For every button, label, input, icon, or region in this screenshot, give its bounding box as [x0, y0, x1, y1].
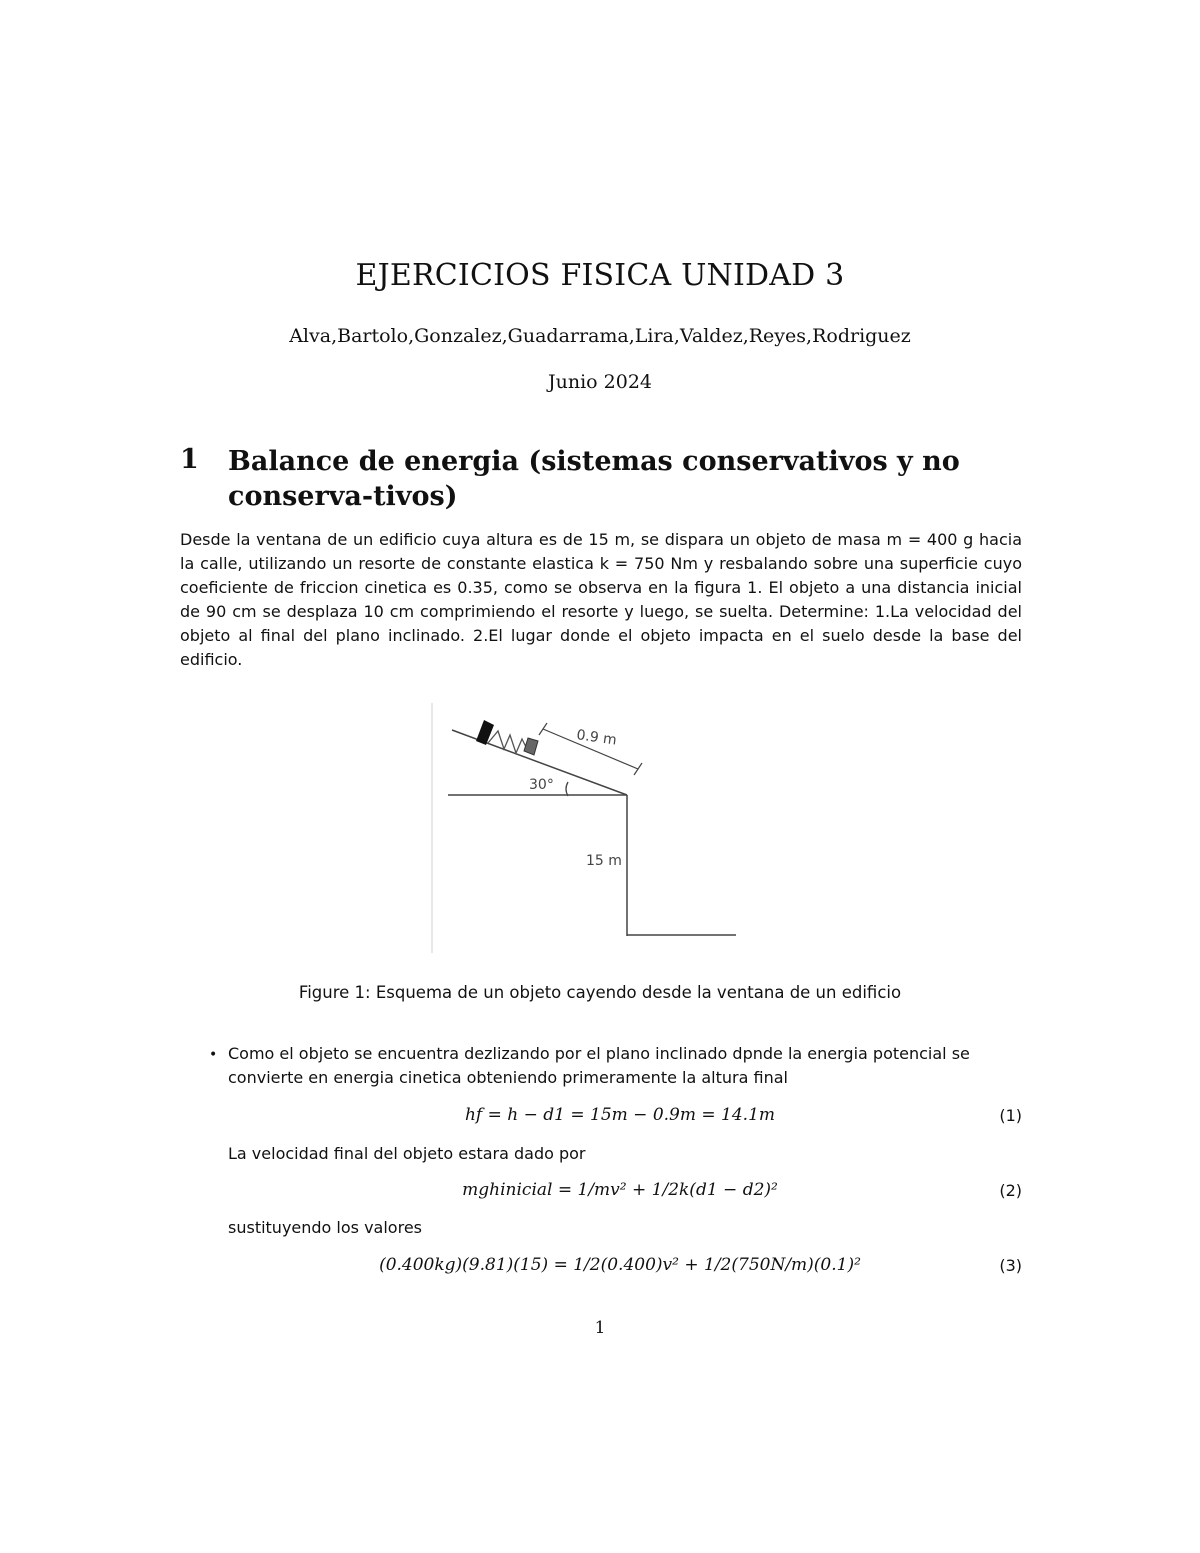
equation-2: mghinicial = 1/mv² + 1/2k(d1 − d2)²	[462, 1180, 778, 1200]
text-substitute: sustituyendo los valores	[228, 1218, 422, 1237]
authors: Alva,Bartolo,Gonzalez,Guadarrama,Lira,Valdez,Reyes,Rodriguez	[289, 325, 911, 347]
section-title: Balance de energia (sistemas conservativos y no conserva-tivos)	[228, 446, 960, 512]
label-angle: 30°	[529, 777, 554, 793]
spring	[488, 731, 528, 753]
figure-caption: Figure 1: Esquema de un objeto cayendo desde la ventana de un edificio	[298, 983, 902, 1002]
angle-arc	[566, 782, 568, 796]
page-number: 1	[594, 1318, 606, 1338]
equation-1: hf = h − d1 = 15m − 0.9m = 14.1m	[464, 1105, 776, 1125]
label-distance: 0.9 m	[575, 727, 618, 749]
bullet-text: Como el objeto se encuentra dezlizando por el plano inclinado dpnde la energia potencial se convierte en energia cinetica obteniendo primeramente la altura final	[228, 1044, 970, 1087]
stop-block	[476, 720, 494, 745]
equation-2-number: (2)	[999, 1181, 1022, 1200]
figure-diagram	[428, 703, 748, 959]
date: Junio 2024	[548, 371, 652, 393]
dimension-tick-start	[539, 723, 547, 735]
equation-1-number: (1)	[999, 1106, 1022, 1125]
problem-paragraph: Desde la ventana de un edificio cuya altura es de 15 m, se dispara un objeto de masa m = 400 g hacia la calle, utilizando un resorte de constante elastica k = 750 Nm y resbalando sobre una superficie cuyo coeficiente de friccion cinetica es 0.35, como se observa en la figura 1. El objeto a una distancia inicial de 90 cm se desplaza 10 cm comprimiendo el resorte y luego, se suelta. Determine: 1.La velocidad del objeto al final del plano inclinado. 2.El lugar donde el objeto impacta en el suelo desde la base del edificio.	[180, 530, 1022, 669]
section-number: 1	[180, 444, 199, 475]
text-velocity-intro: La velocidad final del objeto estara dado por	[228, 1144, 586, 1163]
label-height: 15 m	[586, 853, 622, 869]
dimension-tick-end	[634, 763, 642, 775]
document-title: EJERCICIOS FISICA UNIDAD 3	[355, 258, 845, 293]
object-block	[524, 738, 538, 755]
equation-3-number: (3)	[999, 1256, 1022, 1275]
building-incline-diagram	[428, 703, 748, 955]
bullet-marker: •	[209, 1047, 218, 1063]
equation-3: (0.400kg)(9.81)(15) = 1/2(0.400)v² + 1/2(750N/m)(0.1)²	[379, 1255, 861, 1275]
